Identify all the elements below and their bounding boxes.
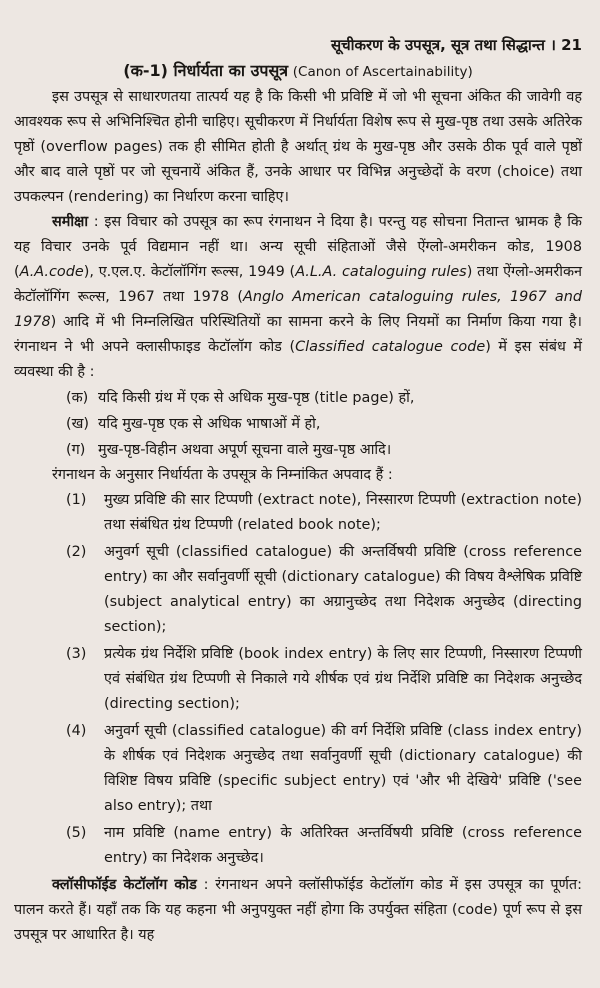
review-text-3: ) तथा ऐंग्लो-अमरीकन केटॉलॉगिंग रूल्स, 1967 तथा 1978 (	[14, 264, 582, 305]
list-number: (2)	[66, 544, 87, 560]
list-marker: (ग)	[66, 442, 86, 458]
list-text: नाम प्रविष्टि (name entry) के अतिरिक्त अन्तर्विषयी प्रविष्टि (cross reference entry) का निदेशक अनुच्छेद।	[104, 825, 582, 866]
list-marker: (ख)	[66, 416, 90, 432]
review-text-2: ), ए.एल.ए. केटॉलॉगिंग रूल्स, 1949 (	[83, 264, 296, 280]
list-item	[14, 437, 582, 463]
list-number: (1)	[66, 492, 87, 508]
review-italic-3: Anglo American cataloguing rules, 1967 and 1978	[14, 289, 582, 330]
review-italic-4: Classified catalogue code	[295, 339, 486, 355]
review-text-4: ) आदि में भी निम्नलिखित परिस्थितियों का सामना करने के लिए नियमों का निर्माण किया गया है। रंगनाथन ने भी अपने क्लासीफाइड केटॉलॉग कोड (	[14, 314, 582, 355]
list-text: यदि किसी ग्रंथ में एक से अधिक मुख-पृष्ठ (title page) हों,	[98, 390, 415, 406]
paragraph-classified-code	[14, 873, 582, 948]
list-item	[14, 411, 582, 437]
list-number: (5)	[66, 825, 87, 841]
section-title-english: (Canon of Ascertainability)	[292, 64, 473, 80]
list-number: (4)	[66, 723, 87, 739]
list-text: अनुवर्ग सूची (classified catalogue) की अन्तर्विषयी प्रविष्टि (cross reference entry) का और सर्वानुवर्णी सूची (dictionary catalogue) की विषय वैश्लेषिक प्रविष्टि (subject analytical entry) का अग्रानुच्छेद तथा निदेशक अनुच्छेद (directing section);	[104, 544, 582, 635]
list-item	[14, 719, 582, 819]
list-item	[14, 821, 582, 871]
list-item	[14, 642, 582, 717]
review-lead: समीक्षा	[52, 214, 89, 230]
exceptions-list	[14, 488, 582, 871]
section-title-hindi: (क-1) निर्धार्यता का उपसूत्र	[123, 61, 289, 80]
review-italic-2: A.L.A. cataloguing rules	[295, 264, 467, 280]
running-head: सूचीकरण के उपसूत्र, सूत्र तथा सिद्धान्त । 21	[330, 36, 582, 54]
section-heading	[14, 58, 582, 85]
list-marker: (क)	[66, 390, 89, 406]
list-item	[14, 488, 582, 538]
classified-code-lead: क्लॉसीफॉईड केटॉलॉग कोड	[52, 877, 197, 893]
paragraph-review	[14, 210, 582, 385]
paragraph-definition: इस उपसूत्र से साधारणतया तात्पर्य यह है कि किसी भी प्रविष्टि में जो भी सूचना अंकित की जावेगी वह आवश्यक रूप से अभिनिश्चित होनी चाहिए। सूचीकरण में निर्धार्यता विशेष रूप से मुख-पृष्ठ तथा उसके अतिरेक पृष्ठों (overflow pages) तक ही सीमित होती है अर्थात् ग्रंथ के मुख-पृष्ठ और उसके ठीक पूर्व वाले पृष्ठों और बाद वाले पृष्ठों पर जो सूचनायें अंकित हैं, उनके आधार पर विभिन्न अनुच्छेदों के वरण (choice) तथा उपकल्पन (rendering) का निर्धारण करना चाहिए।	[14, 89, 582, 205]
list-text: मुख-पृष्ठ-विहीन अथवा अपूर्ण सूचना वाले मुख-पृष्ठ आदि।	[98, 442, 392, 458]
list-text: प्रत्येक ग्रंथ निर्देशि प्रविष्टि (book index entry) के लिए सार टिप्पणी, निस्सारण टिप्पणी एवं संबंधित ग्रंथ टिप्पणी से निकाले गये शीर्षक एवं ग्रंथ निर्देशि प्रविष्टि का निदेशक अनुच्छेद (directing section);	[104, 646, 582, 712]
review-text-5: ) में इस संबंध में व्यवस्था की है :	[14, 339, 582, 380]
conditions-list	[14, 385, 582, 463]
review-text-1: : इस विचार को उपसूत्र का रूप रंगनाथन ने दिया है। परन्तु यह सोचना नितान्त भ्रामक है कि यह विचार उनके पूर्व विद्यमान नहीं था। अन्य सूची संहिताओं जैसे ऐंग्लो-अमरीकन कोड, 1908 (	[14, 214, 582, 280]
list-text: मुख्य प्रविष्टि की सार टिप्पणी (extract note), निस्सारण टिप्पणी (extraction note) तथा संबंधित ग्रंथ टिप्पणी (related book note);	[104, 492, 582, 533]
exceptions-intro: रंगनाथन के अनुसार निर्धार्यता के उपसूत्र के निम्नांकित अपवाद हैं :	[52, 467, 393, 483]
list-text: अनुवर्ग सूची (classified catalogue) की वर्ग निर्देशि प्रविष्टि (class index entry) के शीर्षक एवं निदेशक अनुच्छेद तथा सर्वानुवर्णी सूची (dictionary catalogue) की विशिष्ट विषय प्रविष्टि (specific subject entry) एवं 'और भी देखिये' प्रविष्टि ('see also entry); तथा	[104, 723, 582, 814]
classified-code-text: : रंगनाथन अपने क्लॉसीफॉईड केटॉलॉग कोड में इस उपसूत्र का पूर्णत: पालन करते हैं। यहाँ तक कि यह कहना भी अनुपयुक्त नहीं होगा कि उपर्युक्त संहिता (code) पूर्ण रूप से इस उपसूत्र पर आधारित है। यह	[14, 877, 582, 943]
list-number: (3)	[66, 646, 87, 662]
review-italic-1: A.A.code	[19, 264, 84, 280]
list-text: यदि मुख-पृष्ठ एक से अधिक भाषाओं में हो,	[98, 416, 321, 432]
list-item	[14, 385, 582, 411]
list-item	[14, 540, 582, 640]
